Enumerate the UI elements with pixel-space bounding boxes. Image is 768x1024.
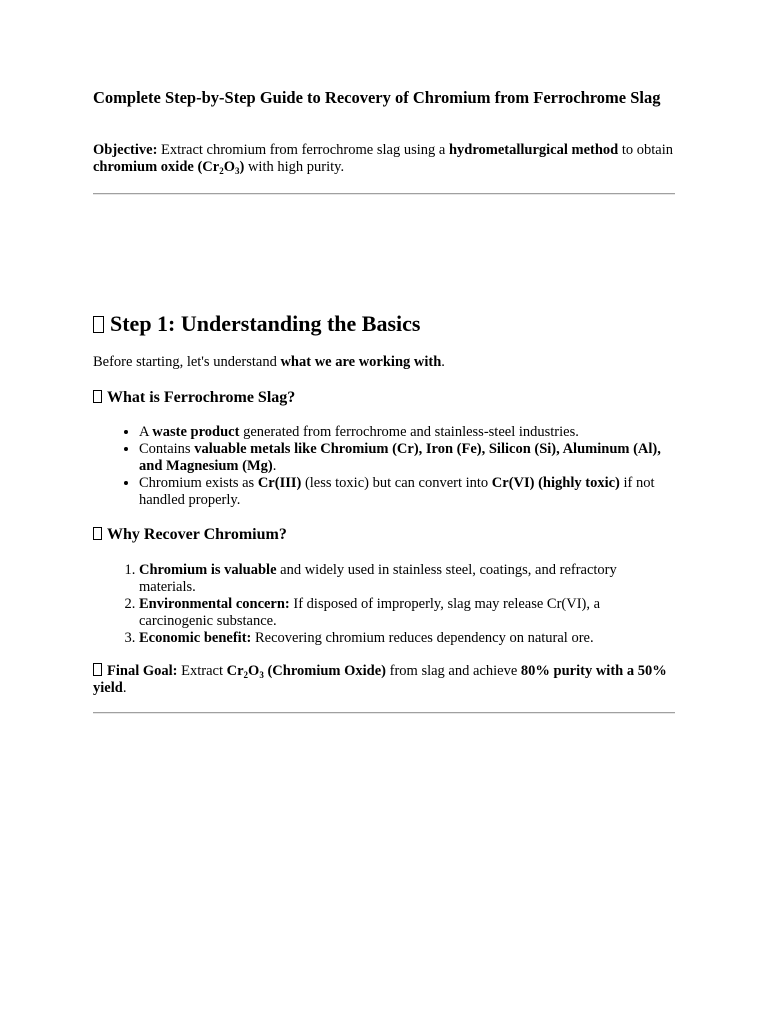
objective-sub-3: 3 [234,166,240,176]
list-item-bold: valuable metals like Chromium (Cr), Iron (Fe), Silicon (Si), Aluminum (Al), and Magnesium (Mg) [139,441,661,474]
missing-glyph-icon [93,663,102,676]
objective-sub-2: 2 [219,166,224,176]
final-goal-text-2: from slag and achieve [386,663,521,679]
horizontal-divider [93,712,675,714]
final-goal-product [227,663,386,679]
objective-text-1: Extract chromium from ferrochrome slag using a [157,142,449,158]
horizontal-divider [93,193,675,195]
objective-paragraph [93,142,675,176]
why-heading-text: Why Recover Chromium? [107,526,287,543]
final-goal-sub-2: 2 [243,670,249,680]
list-item-bold: waste product [152,424,240,440]
final-goal-product-pre: Cr [226,663,244,679]
missing-glyph-icon [93,527,102,540]
list-item-text: Chromium exists as [139,475,258,491]
slag-section-heading [93,388,675,407]
list-item-bold: Chromium is valuable [139,562,277,578]
why-numbered-list [93,562,675,647]
list-item-text: generated from ferrochrome and stainless-steel industries. [239,424,579,440]
objective-product-mid: O [223,159,235,175]
list-item [139,630,675,647]
list-item-text: . [272,458,277,474]
objective-product-pre: chromium oxide (Cr [93,159,220,175]
final-goal-product-mid: O [248,663,260,679]
list-item-text: (less toxic) but can convert into [301,475,492,491]
list-item [139,441,675,475]
list-item-bold: Environmental concern: [139,596,290,612]
step-1-heading-text: Step 1: Understanding the Basics [110,311,421,336]
intro-bold: what we are working with [280,354,442,370]
list-item-text: if not handled properly. [139,475,655,508]
list-item-text: A [139,424,153,440]
final-goal-paragraph [93,663,675,697]
list-item-text: If disposed of improperly, slag may release Cr(VI), a carcinogenic substance. [139,596,601,629]
list-item-text: Contains [139,441,195,457]
list-item-bold: Cr(VI) (highly toxic) [491,475,620,491]
missing-glyph-icon [93,316,104,333]
objective-product [93,159,244,175]
final-goal-sub-3: 3 [259,670,264,680]
list-item [139,475,675,509]
missing-glyph-icon [93,390,102,403]
list-item-text: and widely used in stainless steel, coatings, and refractory materials. [139,562,617,595]
list-item-text: Recovering chromium reduces dependency on natural ore. [251,630,594,646]
final-goal-target: 80% purity with a 50% yield [93,663,667,696]
objective-text-3: with high purity. [244,159,345,175]
final-goal-label: Final Goal: [107,663,178,679]
list-item-bold: Economic benefit: [139,630,252,646]
final-goal-text-1: Extract [177,663,227,679]
list-item [139,424,675,441]
why-section-heading [93,525,675,544]
intro-end: . [441,354,445,370]
list-item [139,562,675,596]
list-item [139,596,675,630]
document-title: Complete Step-by-Step Guide to Recovery of Chromium from Ferrochrome Slag [93,88,661,107]
step-1-heading [93,311,675,337]
objective-product-post: ) [239,159,245,175]
final-goal-text-3: . [122,680,127,696]
slag-bullet-list [93,424,675,509]
objective-method: hydrometallurgical method [448,142,619,158]
final-goal-product-post: (Chromium Oxide) [263,663,387,679]
slag-heading-text: What is Ferrochrome Slag? [107,389,296,406]
list-item-bold: Cr(III) [257,475,302,491]
step-1-intro [93,354,675,371]
objective-text-2: to obtain [618,142,674,158]
intro-text: Before starting, let's understand [93,354,281,370]
objective-label: Objective: [93,142,158,158]
